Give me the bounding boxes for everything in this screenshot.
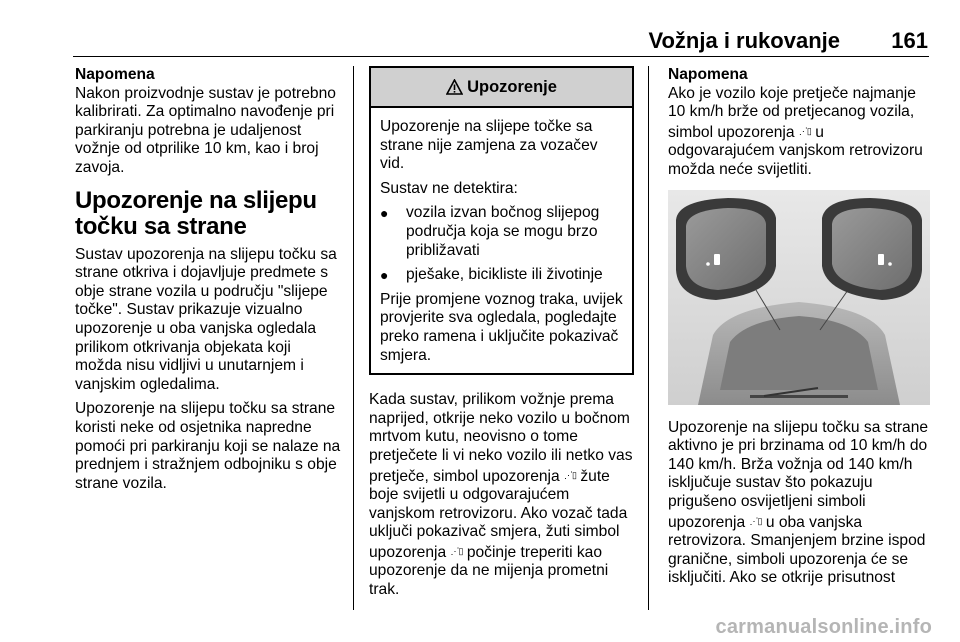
bullet-marker: ●	[380, 267, 389, 284]
warning-title: Upozorenje	[467, 77, 557, 96]
warning-triangle-icon	[446, 79, 463, 95]
warning-text: Sustav ne detektira:	[380, 179, 518, 197]
column-divider-1	[353, 66, 354, 610]
text-run: žute boje svijetli u odgovarajućem vanjskom retrovizoru. Ako vozač tada uključi pokazivač smjera, žuti simbol upozorenja	[369, 467, 628, 561]
list-item	[380, 266, 624, 285]
text-run: Upozorenje na slijepu točku sa strane aktivno je pri brzinama od 10 km/h do 140 km/h. Brža vožnja od 140 km/h isključuje sustav što pokazuju prigušeno osvijetljeni simboli upozorenja	[668, 418, 929, 531]
blind-spot-symbol-icon: ⋰▯	[564, 469, 576, 480]
blind-spot-symbol-icon: ⋰▯	[798, 125, 811, 136]
text-run: Ako je vozilo koje pretječe najmanje 10 km/h brže od pretjecanog vozila, simbol upozorenja	[668, 84, 916, 141]
mirror-illustration	[668, 190, 930, 405]
paragraph: Upozorenje na slijepu točku sa strane koristi neke od osjetnika napredne pomoći pri parkiranju koji se nalaze na prednjem i stražnjem odbojniku s obje strane vozila.	[75, 400, 341, 492]
warning-header	[371, 68, 632, 108]
list-item	[380, 204, 624, 260]
car-mirrors-image	[668, 190, 930, 405]
text-run: u odgovarajućem vanjskom retrovizoru možda neće svijetliti.	[668, 123, 923, 178]
paragraph: Sustav upozorenja na slijepu točku sa strane otkriva i dojavljuje predmete s obje strane vozila u području "slijepe točke". Sustav prikazuje vizualno upozorenje u oba vanjska ogledala prilikom otkrivanja objekata koji možda nisu vidljivi u unutarnjem i vanjskim ogledalima.	[75, 245, 337, 393]
text-run: počinje treperiti kao upozorenje da ne mijenja prometni trak.	[369, 543, 609, 599]
page-number: 161	[891, 28, 928, 53]
blind-spot-symbol-icon: ⋰▯	[450, 545, 463, 556]
warning-body	[371, 108, 632, 373]
list-item-text: pješake, bicikliste ili životinje	[406, 266, 603, 284]
paragraph	[369, 391, 634, 600]
watermark: carmanualsonline.info	[715, 616, 932, 638]
warning-text: Prije promjene voznog traka, uvijek provjerite sva ogledala, pogledajte preko ramena i uključite pokazivač smjera.	[380, 290, 623, 364]
warning-box	[369, 66, 634, 375]
blind-spot-symbol-icon: ⋰▯	[749, 515, 762, 526]
section-heading: Upozorenje na slijepu točku sa strane	[75, 186, 317, 240]
note-text	[668, 85, 930, 180]
note-text: Nakon proizvodnje sustav je potrebno kalibrirati. Za optimalno navođenje pri parkiranju potrebna je udaljenost vožnje od otprilike 10 km, kao i broj zavoja.	[75, 84, 336, 176]
column-divider-2	[648, 66, 649, 610]
page-header-title: Vožnja i rukovanje	[648, 28, 840, 53]
list-item-text: vozila izvan bočnog slijepog područja koja se mogu brzo približavati	[406, 204, 600, 259]
note-title: Napomena	[75, 66, 155, 83]
warning-text: Upozorenje na slijepe točke sa strane nije zamjena za vozačev vid.	[380, 118, 598, 173]
text-run: Kada sustav, prilikom vožnje prema naprijed, otkrije neko vozilo u bočnom mrtvom kutu, neovisno o tome pretječete li vi neko vozilo ili netko vas pretječe, simbol upozorenja	[369, 391, 633, 485]
column-middle	[369, 66, 634, 600]
column-right	[668, 66, 930, 588]
bullet-marker: ●	[380, 205, 389, 222]
header-rule	[73, 56, 929, 57]
paragraph	[668, 419, 930, 588]
note-title: Napomena	[668, 66, 748, 83]
column-left	[75, 66, 341, 493]
text-run: u oba vanjska retrovizora. Smanjenjem brzine ispod granične, simboli upozorenja će se isključiti. Ako se otkrije prisutnost	[668, 513, 926, 587]
